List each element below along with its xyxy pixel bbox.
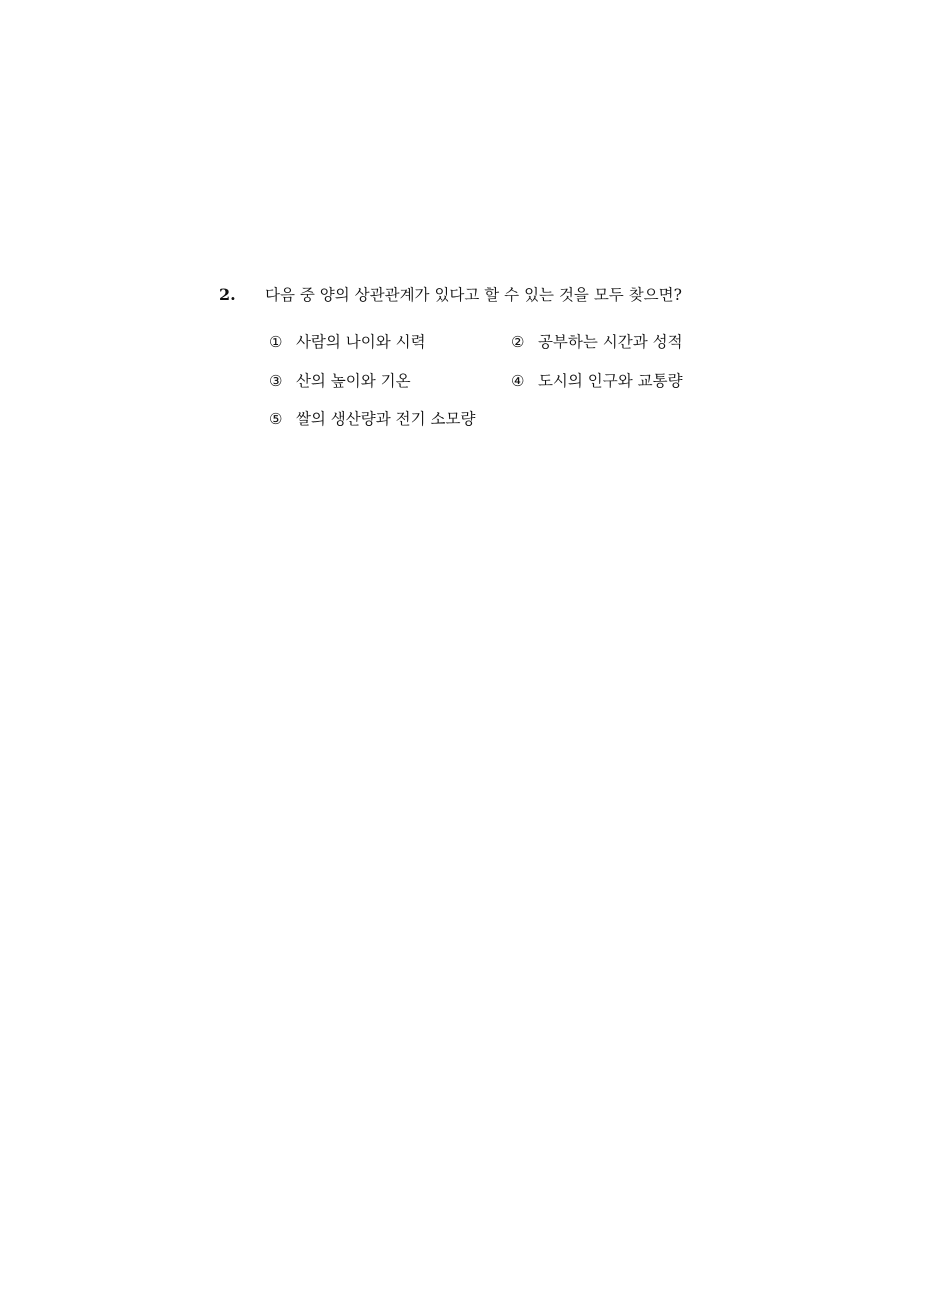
- choice-4: [511, 370, 683, 392]
- choice-3: [269, 370, 411, 392]
- choice-3-text: 산의 높이와 기온: [295, 372, 411, 390]
- choice-1-mark: ①: [269, 333, 283, 351]
- choice-2-mark: ②: [511, 333, 525, 351]
- choice-5-text: 쌀의 생산량과 전기 소모량: [295, 410, 476, 428]
- choice-2: [511, 331, 683, 353]
- choice-1-text: 사람의 나이와 시력: [295, 333, 426, 351]
- choice-2-text: 공부하는 시간과 성적: [537, 333, 683, 351]
- question-text: 다음 중 양의 상관관계가 있다고 할 수 있는 것을 모두 찾으면?: [265, 286, 682, 304]
- question-header: [219, 284, 739, 308]
- choice-4-text: 도시의 인구와 교통량: [537, 372, 683, 390]
- question-number: 2.: [219, 285, 236, 304]
- choice-5: [269, 408, 475, 430]
- choice-3-mark: ③: [269, 372, 283, 390]
- choice-4-mark: ④: [511, 372, 525, 390]
- question-block: [219, 284, 739, 428]
- choice-1: [269, 331, 426, 353]
- choice-5-mark: ⑤: [269, 410, 283, 428]
